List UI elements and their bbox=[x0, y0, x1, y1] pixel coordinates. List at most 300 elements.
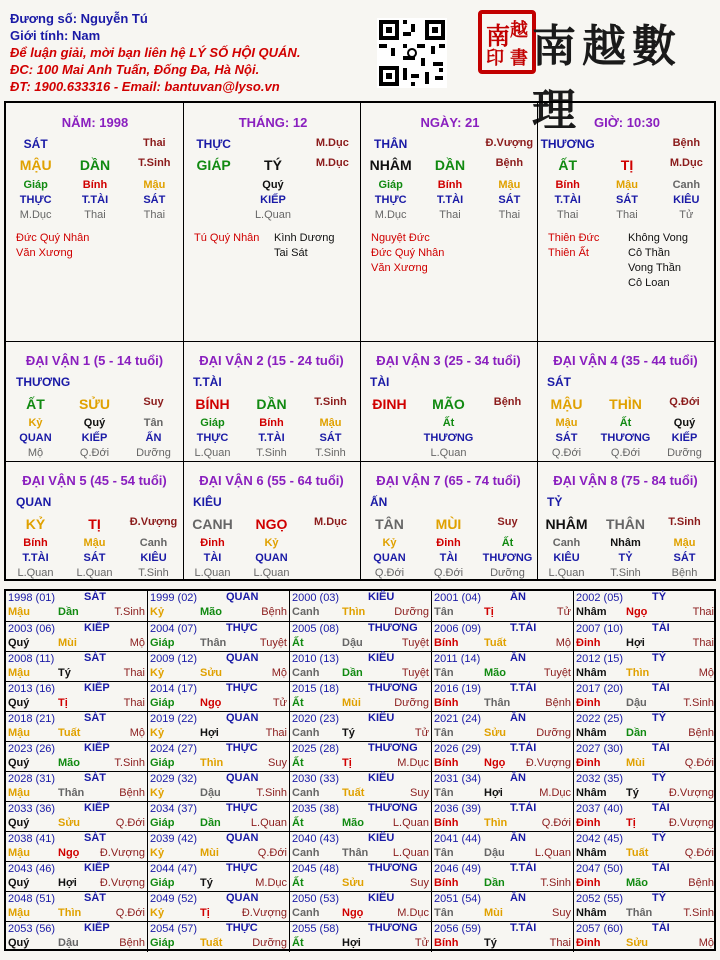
year-cell bbox=[290, 591, 432, 621]
year-cell bbox=[6, 591, 148, 621]
dai-van-block bbox=[6, 343, 183, 461]
pillar-can-chi bbox=[361, 157, 539, 173]
pillar-title: NGÀY: 21 bbox=[420, 115, 480, 130]
year-branch: Hợi bbox=[342, 937, 361, 949]
year-cell bbox=[574, 922, 716, 952]
year-stem: Canh bbox=[292, 727, 320, 739]
hidden-stem-item: ẤN bbox=[145, 432, 162, 444]
year-phase: Thai bbox=[692, 637, 714, 649]
dai-van-can-chi bbox=[360, 396, 537, 412]
hidden-stem-item: Giáp bbox=[23, 179, 48, 191]
hidden-stem-row bbox=[361, 209, 539, 221]
year-row bbox=[6, 831, 714, 862]
hidden-stem-item: T.TÀI bbox=[436, 194, 464, 206]
year-phase: Tử bbox=[272, 697, 287, 709]
year-stem: Canh bbox=[292, 907, 320, 919]
year-phase: Mộ bbox=[129, 727, 145, 739]
hidden-stem-item: KIÊU bbox=[553, 552, 580, 564]
year-star: KIÊU bbox=[368, 892, 395, 904]
year-branch: Tuất bbox=[626, 847, 649, 859]
year-label: 2000 (03) bbox=[292, 592, 340, 604]
hidden-stem-row bbox=[6, 209, 184, 221]
dai-van-top: T.TÀI bbox=[193, 375, 222, 389]
year-star: KIẾP bbox=[84, 922, 110, 934]
stamp-char: 南 bbox=[486, 21, 510, 50]
dai-van-can-chi bbox=[537, 516, 714, 532]
year-stem: Quý bbox=[8, 697, 30, 709]
dai-van-block bbox=[183, 463, 360, 581]
year-cell bbox=[6, 862, 148, 892]
year-star: KIẾP bbox=[84, 742, 110, 754]
can-chi-item: THÌN bbox=[609, 396, 642, 412]
dai-van-block bbox=[537, 343, 714, 461]
year-star: TỶ bbox=[652, 591, 667, 603]
hidden-stem-row bbox=[538, 179, 716, 191]
owner-name: Đương số: Nguyễn Tú bbox=[10, 11, 148, 26]
stamp-char: 印 bbox=[486, 48, 504, 69]
year-star: TỶ bbox=[652, 832, 667, 844]
hidden-stem-item bbox=[478, 417, 537, 429]
four-pillars-grid bbox=[4, 101, 716, 581]
year-star: ẤN bbox=[510, 772, 526, 784]
hidden-stem-item: T.TÀI bbox=[554, 194, 581, 206]
year-phase: T.Sinh bbox=[683, 907, 714, 919]
year-label: 2044 (47) bbox=[150, 863, 198, 875]
can-chi-item: TỊ bbox=[620, 157, 634, 173]
pillar-top-row bbox=[184, 137, 362, 151]
hidden-stem-item: M.Dục bbox=[19, 209, 52, 221]
star-item: Văn Xương bbox=[16, 247, 73, 259]
year-stem: Nhâm bbox=[576, 667, 607, 679]
hidden-stem-row bbox=[538, 209, 716, 221]
hidden-stem-item bbox=[301, 567, 360, 579]
stamp-char: 越 bbox=[510, 20, 528, 41]
hidden-stem-item: Quý bbox=[262, 179, 284, 191]
year-label: 2054 (57) bbox=[150, 923, 198, 935]
hidden-stem-item: TỶ bbox=[618, 552, 633, 564]
year-label: 2004 (07) bbox=[150, 623, 198, 635]
dai-van-can-chi bbox=[183, 516, 360, 532]
pillar-top-row bbox=[6, 137, 184, 151]
year-phase: Q.Đới bbox=[115, 907, 145, 919]
row-divider bbox=[6, 461, 714, 462]
phone-email: ĐT: 1900.633316 - Email: bantuvan@lyso.vn bbox=[10, 79, 280, 94]
can-chi-item: TỊ bbox=[88, 516, 101, 532]
star-item: Đức Quý Nhân bbox=[16, 232, 90, 244]
hidden-stem-item: THỰC bbox=[19, 194, 52, 206]
year-star: T.TÀI bbox=[510, 682, 537, 694]
year-phase: Tử bbox=[556, 606, 571, 618]
year-branch: Tý bbox=[342, 727, 355, 739]
can-chi-item: Bệnh bbox=[493, 396, 522, 408]
year-phase: Đ.Vượng bbox=[99, 877, 145, 889]
year-cell bbox=[148, 802, 290, 832]
year-star: ẤN bbox=[510, 892, 526, 904]
hidden-stem-item: Canh bbox=[139, 537, 168, 549]
hidden-stem-row bbox=[183, 432, 360, 444]
year-phase: Tuyệt bbox=[259, 637, 287, 649]
year-stem: Bính bbox=[434, 817, 459, 829]
hidden-stem-item: Đinh bbox=[436, 537, 461, 549]
year-cell bbox=[432, 832, 574, 862]
year-stem: Canh bbox=[292, 787, 320, 799]
hidden-stem-item: Tử bbox=[679, 209, 694, 221]
dai-van-title: ĐẠI VẬN 3 (25 - 34 tuổi) bbox=[376, 353, 521, 368]
year-stem: Đinh bbox=[576, 877, 601, 889]
year-cell bbox=[432, 862, 574, 892]
pillar-can-chi bbox=[184, 157, 362, 173]
hidden-stem-item: L.Quan bbox=[76, 567, 113, 579]
year-phase: Mộ bbox=[129, 637, 145, 649]
year-phase: T.Sinh bbox=[540, 877, 571, 889]
hidden-stem-item: KIÊU bbox=[673, 194, 700, 206]
year-stem: Giáp bbox=[150, 817, 175, 829]
year-stem: Kỷ bbox=[150, 907, 165, 919]
can-chi-item: ẤT bbox=[26, 396, 45, 412]
hidden-stem-item: L.Quan bbox=[17, 567, 54, 579]
star-item: Vong Thần bbox=[628, 262, 682, 274]
year-branch: Dần bbox=[484, 877, 505, 889]
hidden-stem-item bbox=[303, 194, 362, 206]
year-branch: Sửu bbox=[200, 667, 223, 679]
dai-van-can-chi bbox=[6, 396, 183, 412]
year-stem: Tân bbox=[434, 606, 454, 618]
year-star: ẤN bbox=[510, 832, 526, 844]
year-stem: Ất bbox=[292, 637, 304, 649]
year-branch: Ngọ bbox=[342, 907, 364, 919]
dai-van-top: TÀI bbox=[370, 375, 390, 389]
pillar-top-mid bbox=[65, 137, 124, 151]
hidden-stem-row bbox=[538, 194, 716, 206]
year-branch: Tý bbox=[200, 877, 213, 889]
year-phase: T.Sinh bbox=[114, 606, 145, 618]
year-row bbox=[6, 621, 714, 652]
year-stem: Bính bbox=[434, 697, 459, 709]
pillar-top-phase: M.Dục bbox=[315, 137, 349, 149]
year-label: 2003 (06) bbox=[8, 623, 56, 635]
pillar-top-phase: Đ.Vượng bbox=[485, 137, 534, 149]
pillar-top-mid bbox=[420, 137, 479, 151]
dai-van-title: ĐẠI VẬN 8 (75 - 84 tuổi) bbox=[553, 473, 698, 488]
hidden-stem-item: Dưỡng bbox=[667, 447, 702, 459]
star-item: Nguyệt Đức bbox=[371, 232, 430, 244]
year-stem: Đinh bbox=[576, 817, 601, 829]
hidden-stem-row bbox=[183, 552, 360, 564]
year-stem: Mậu bbox=[8, 847, 30, 859]
year-star: KIÊU bbox=[368, 832, 395, 844]
dai-van-title: ĐẠI VẬN 4 (35 - 44 tuổi) bbox=[553, 353, 698, 368]
year-label: 2040 (43) bbox=[292, 833, 340, 845]
year-label: 2048 (51) bbox=[8, 893, 56, 905]
year-cell bbox=[574, 682, 716, 712]
pillar-stars bbox=[16, 231, 89, 261]
year-star: THỰC bbox=[226, 682, 258, 694]
hidden-stem-item bbox=[360, 447, 419, 459]
year-star: THƯƠNG bbox=[368, 922, 418, 934]
hidden-stem-item: THỰC bbox=[374, 194, 407, 206]
year-cell bbox=[574, 652, 716, 682]
year-stem: Bính bbox=[434, 877, 459, 889]
hidden-stem-item bbox=[478, 432, 537, 444]
year-star: TỶ bbox=[652, 712, 667, 724]
year-label: 2042 (45) bbox=[576, 833, 624, 845]
year-label: 2012 (15) bbox=[576, 653, 624, 665]
year-phase: Q.Đới bbox=[115, 817, 145, 829]
hidden-stem-item: KIẾP bbox=[81, 432, 108, 444]
year-star: SÁT bbox=[84, 591, 106, 603]
pillar-top-mid bbox=[243, 137, 302, 151]
year-phase: T.Sinh bbox=[114, 757, 145, 769]
dai-van-top: KIÊU bbox=[193, 495, 222, 509]
year-phase: Suy bbox=[552, 907, 571, 919]
year-star: TÀI bbox=[652, 622, 670, 634]
hidden-stem-row bbox=[183, 567, 360, 579]
pillar-stars bbox=[371, 231, 444, 276]
year-row bbox=[6, 921, 714, 952]
hidden-stem-item: SÁT bbox=[498, 194, 521, 206]
can-chi-item: MẬU bbox=[550, 396, 583, 412]
hidden-stem-item: Thai bbox=[556, 209, 579, 221]
year-phase: Đ.Vượng bbox=[668, 787, 714, 799]
year-star: TÀI bbox=[652, 862, 670, 874]
can-chi-item: DẦN bbox=[434, 157, 466, 173]
year-label: 2021 (24) bbox=[434, 713, 482, 725]
year-star: T.TÀI bbox=[510, 862, 537, 874]
hidden-stem-item: Mậu bbox=[319, 417, 342, 429]
hidden-stem-item: Q.Đới bbox=[374, 567, 405, 579]
year-cell bbox=[574, 802, 716, 832]
hidden-stem-item: Bệnh bbox=[671, 567, 698, 579]
year-label: 2023 (26) bbox=[8, 743, 56, 755]
hidden-stem-item: SÁT bbox=[143, 194, 166, 206]
year-star: THƯƠNG bbox=[368, 802, 418, 814]
year-phase: Suy bbox=[410, 877, 429, 889]
year-row bbox=[6, 771, 714, 802]
pillar-stars bbox=[194, 231, 259, 246]
year-branch: Mão bbox=[58, 757, 80, 769]
hidden-stem-item: THỰC bbox=[196, 432, 229, 444]
year-branch: Thân bbox=[626, 907, 653, 919]
year-row bbox=[6, 891, 714, 922]
year-label: 2037 (40) bbox=[576, 803, 624, 815]
year-label: 2046 (49) bbox=[434, 863, 482, 875]
hidden-stem-item bbox=[360, 417, 419, 429]
dai-van-can-chi bbox=[183, 396, 360, 412]
year-star: T.TÀI bbox=[510, 622, 537, 634]
year-cell bbox=[432, 742, 574, 772]
year-phase: Đ.Vượng bbox=[525, 757, 571, 769]
hidden-stem-item: QUAN bbox=[373, 552, 406, 564]
year-stem: Đinh bbox=[576, 697, 601, 709]
year-stem: Bính bbox=[434, 757, 459, 769]
can-chi-item: MÃO bbox=[432, 396, 465, 412]
year-star: ẤN bbox=[510, 591, 526, 603]
dai-van-top: THƯƠNG bbox=[16, 375, 71, 389]
year-branch: Ngọ bbox=[626, 606, 648, 618]
year-branch: Thìn bbox=[626, 667, 650, 679]
year-branch: Tý bbox=[484, 937, 497, 949]
year-branch: Mùi bbox=[342, 697, 361, 709]
year-branch: Mão bbox=[342, 817, 364, 829]
year-branch: Thân bbox=[342, 847, 369, 859]
pillar-top-star: SÁT bbox=[23, 137, 48, 151]
year-cell bbox=[574, 742, 716, 772]
year-star: THỰC bbox=[226, 802, 258, 814]
year-label: 2005 (08) bbox=[292, 623, 340, 635]
year-phase: Tuyệt bbox=[401, 637, 429, 649]
year-cell bbox=[148, 832, 290, 862]
dai-van-block bbox=[360, 343, 537, 461]
can-chi-item: TÂN bbox=[375, 516, 404, 532]
year-row bbox=[6, 591, 714, 621]
year-star: ẤN bbox=[510, 712, 526, 724]
year-branch: Hợi bbox=[200, 727, 219, 739]
year-star: TÀI bbox=[652, 682, 670, 694]
hidden-stem-item: Bính bbox=[23, 537, 48, 549]
dai-van-top: TỶ bbox=[547, 495, 563, 509]
year-phase: Tử bbox=[414, 937, 429, 949]
hidden-stem-item: Ất bbox=[619, 417, 632, 429]
year-star: TỶ bbox=[652, 652, 667, 664]
year-cell bbox=[574, 892, 716, 922]
hidden-stem-row bbox=[361, 179, 539, 191]
year-label: 2050 (53) bbox=[292, 893, 340, 905]
can-chi-item: T.Sinh bbox=[314, 396, 347, 408]
year-label: 2045 (48) bbox=[292, 863, 340, 875]
pillar-top-star: THỰC bbox=[196, 137, 231, 151]
pillar-top-star: THƯƠNG bbox=[540, 137, 595, 151]
year-branch: Dậu bbox=[484, 847, 505, 859]
dai-van-title: ĐẠI VẬN 6 (55 - 64 tuổi) bbox=[199, 473, 344, 488]
hidden-stem-item: SÁT bbox=[83, 552, 106, 564]
hidden-stem-row bbox=[537, 552, 714, 564]
can-chi-item: BÍNH bbox=[195, 396, 230, 412]
year-phase: Tử bbox=[414, 727, 429, 739]
year-cell bbox=[290, 892, 432, 922]
year-branch: Tý bbox=[58, 667, 71, 679]
year-cell bbox=[432, 802, 574, 832]
year-stem: Giáp bbox=[150, 877, 175, 889]
year-branch: Tị bbox=[58, 697, 68, 709]
can-chi-item: SỬU bbox=[78, 396, 111, 412]
year-label: 2025 (28) bbox=[292, 743, 340, 755]
year-star: QUAN bbox=[226, 652, 259, 664]
year-stem: Quý bbox=[8, 757, 30, 769]
year-stem: Mậu bbox=[8, 606, 30, 618]
address: ĐC: 100 Mai Anh Tuấn, Đống Đa, Hà Nội. bbox=[10, 62, 260, 77]
year-star: T.TÀI bbox=[510, 922, 537, 934]
hidden-stem-item: Mậu bbox=[673, 537, 696, 549]
year-branch: Thân bbox=[484, 697, 511, 709]
hidden-stem-item: Dưỡng bbox=[490, 567, 525, 579]
year-branch: Ngọ bbox=[484, 757, 506, 769]
year-cell bbox=[290, 742, 432, 772]
year-cell bbox=[148, 742, 290, 772]
year-star: QUAN bbox=[226, 892, 259, 904]
year-label: 2016 (19) bbox=[434, 683, 482, 695]
star-item: Cô Loan bbox=[628, 277, 670, 289]
hidden-stem-item: T.Sinh bbox=[315, 447, 346, 459]
year-cell bbox=[290, 922, 432, 952]
year-cell bbox=[148, 712, 290, 742]
year-stem: Nhâm bbox=[576, 727, 607, 739]
hidden-stem-item: QUAN bbox=[255, 552, 288, 564]
dai-van-top: ẤN bbox=[370, 495, 388, 509]
pillar-stars bbox=[548, 231, 599, 261]
hidden-stem-item bbox=[301, 552, 360, 564]
dai-van-block bbox=[6, 463, 183, 581]
year-phase: M.Dục bbox=[397, 907, 429, 919]
year-phase: T.Sinh bbox=[256, 787, 287, 799]
hidden-stem-item: Mậu bbox=[498, 179, 521, 191]
year-cell bbox=[148, 862, 290, 892]
year-phase: Thai bbox=[692, 606, 714, 618]
year-stem: Mậu bbox=[8, 727, 30, 739]
dai-van-top: SÁT bbox=[547, 375, 571, 389]
can-chi-item: NGỌ bbox=[255, 516, 288, 532]
year-label: 2027 (30) bbox=[576, 743, 624, 755]
year-star: QUAN bbox=[226, 772, 259, 784]
year-cell bbox=[6, 772, 148, 802]
year-phase: Bệnh bbox=[545, 697, 571, 709]
pillar-can-chi bbox=[6, 157, 184, 173]
year-cell bbox=[432, 682, 574, 712]
can-chi-item: KỶ bbox=[25, 516, 46, 532]
pillar-top-phase: Bệnh bbox=[672, 137, 701, 149]
dai-van-can-chi bbox=[360, 516, 537, 532]
dai-van-title: ĐẠI VẬN 7 (65 - 74 tuổi) bbox=[376, 473, 521, 488]
year-phase: M.Dục bbox=[539, 787, 571, 799]
year-label: 2017 (20) bbox=[576, 683, 624, 695]
year-phase: Đ.Vượng bbox=[99, 847, 145, 859]
year-branch: Dậu bbox=[342, 637, 363, 649]
year-stem: Mậu bbox=[8, 907, 30, 919]
hidden-stem-item: Quý bbox=[83, 417, 106, 429]
year-label: 2011 (14) bbox=[434, 653, 481, 665]
hidden-stem-item: TÀI bbox=[439, 552, 458, 564]
can-chi-item: M.Dục bbox=[669, 157, 703, 169]
hidden-stem-row bbox=[6, 179, 184, 191]
year-branch: Thìn bbox=[342, 606, 366, 618]
year-branch: Tị bbox=[484, 606, 494, 618]
year-branch: Tuất bbox=[484, 637, 507, 649]
pillar-stars-2 bbox=[274, 231, 334, 261]
hidden-stem-row bbox=[183, 447, 360, 459]
year-branch: Mão bbox=[626, 877, 648, 889]
year-phase: Suy bbox=[410, 787, 429, 799]
hidden-stem-item: L.Quan bbox=[430, 447, 467, 459]
year-label: 2041 (44) bbox=[434, 833, 482, 845]
star-item: Thiên Đức bbox=[548, 232, 600, 244]
hidden-stem-item: Nhâm bbox=[610, 537, 641, 549]
year-branch: Tuất bbox=[342, 787, 365, 799]
year-cell bbox=[6, 922, 148, 952]
qr-code-icon bbox=[377, 18, 447, 88]
hidden-stem-item: Bính bbox=[82, 179, 108, 191]
hidden-stem-item: Thai bbox=[616, 209, 638, 221]
can-chi-item: CANH bbox=[192, 516, 233, 532]
can-chi-item: Bệnh bbox=[495, 157, 524, 169]
pillar-stars-2 bbox=[628, 231, 688, 291]
can-chi-item: T.Sinh bbox=[138, 157, 171, 169]
year-label: 2049 (52) bbox=[150, 893, 198, 905]
year-branch: Ngọ bbox=[58, 847, 80, 859]
year-cell bbox=[6, 622, 148, 652]
star-item: Không Vong bbox=[628, 232, 688, 244]
year-phase: Tuyệt bbox=[401, 667, 429, 679]
seal-stamp bbox=[478, 10, 536, 74]
year-cell bbox=[148, 591, 290, 621]
